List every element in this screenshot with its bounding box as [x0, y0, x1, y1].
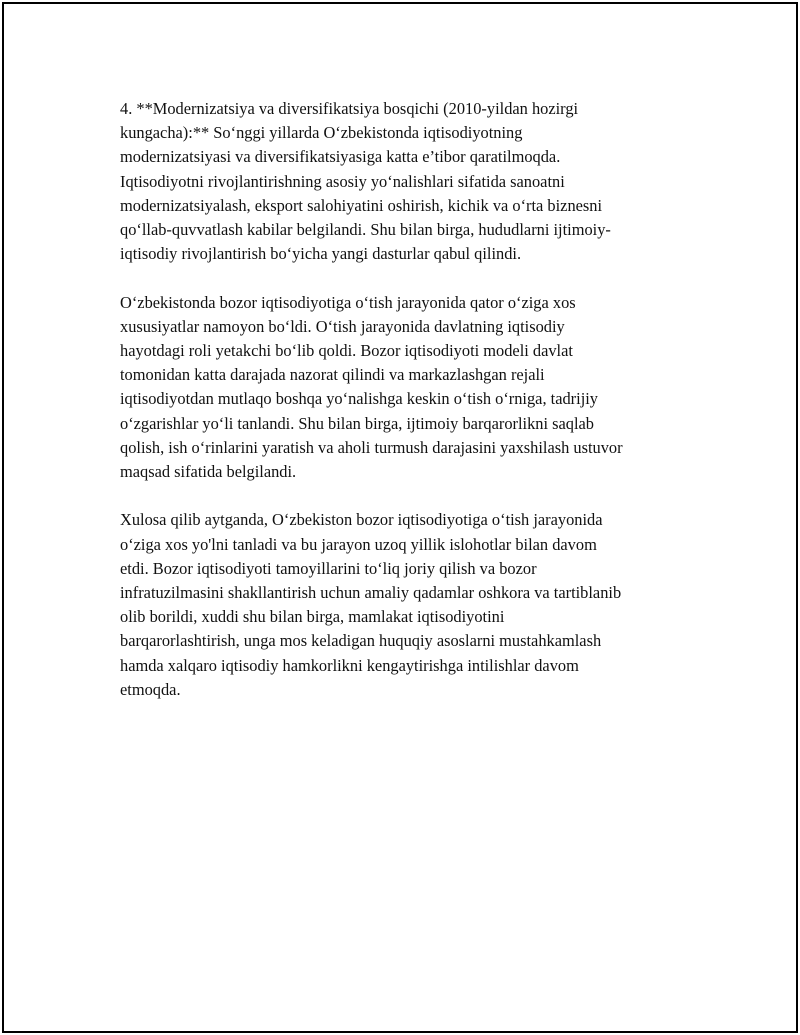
- document-page: [2, 2, 798, 1033]
- paragraph-transition-features: O‘zbekistonda bozor iqtisodiyotiga o‘tish jarayonida qator o‘ziga xos xususiyatlar namoyon bo‘ldi. O‘tish jarayonida davlatning iqtisodiy hayotdagi roli yetakchi bo‘lib qoldi. Bozor iqtisodiyoti modeli davlat tomonidan katta darajada nazorat qilindi va markazlashgan rejali iqtisodiyotdan mutlaqo boshqa yo‘nalishga keskin o‘tish o‘rniga, tadrijiy o‘zgarishlar yo‘li tanlandi. Shu bilan birga, ijtimoiy barqarorlikni saqlab qolish, ish o‘rinlarini yaratish va aholi turmush darajasini yaxshilash ustuvor maqsad sifatida belgilandi.: [120, 292, 623, 482]
- paragraph-modernization-stage: 4. **Modernizatsiya va diversifikatsiya bosqichi (2010-yildan hozirgi kungacha):** So‘nggi yillarda O‘zbekistonda iqtisodiyotning modernizatsiyasi va diversifikatsiyasiga katta e’tibor qaratilmoqda. Iqtisodiyotni rivojlantirishning asosiy yo‘nalishlari sifatida sanoatni modernizatsiyalash, eksport salohiyatini oshirish, kichik va o‘rta biznesni qo‘llab-quvvatlash kabilar belgilandi. Shu bilan birga, hududlarni ijtimoiy- iqtisodiy rivojlantirish bo‘yicha yangi dasturlar qabul qilindi.: [120, 99, 611, 264]
- document-body: [120, 97, 700, 726]
- paragraph-conclusion: Xulosa qilib aytganda, O‘zbekiston bozor iqtisodiyotiga o‘tish jarayonida o‘ziga xos yo'lni tanladi va bu jarayon uzoq yillik islohotlar bilan davom etdi. Bozor iqtisodiyoti tamoyillarini to‘liq joriy qilish va bozor infratuzilmasini shakllantirish uchun amaliy qadamlar oshkora va tartiblanib olib borildi, xuddi shu bilan birga, mamlakat iqtisodiyotini barqarorlashtirish, unga mos keladigan huquqiy asoslarni mustahkamlash hamda xalqaro iqtisodiy hamkorlikni kengaytirishga intilishlar davom etmoqda.: [120, 510, 622, 699]
